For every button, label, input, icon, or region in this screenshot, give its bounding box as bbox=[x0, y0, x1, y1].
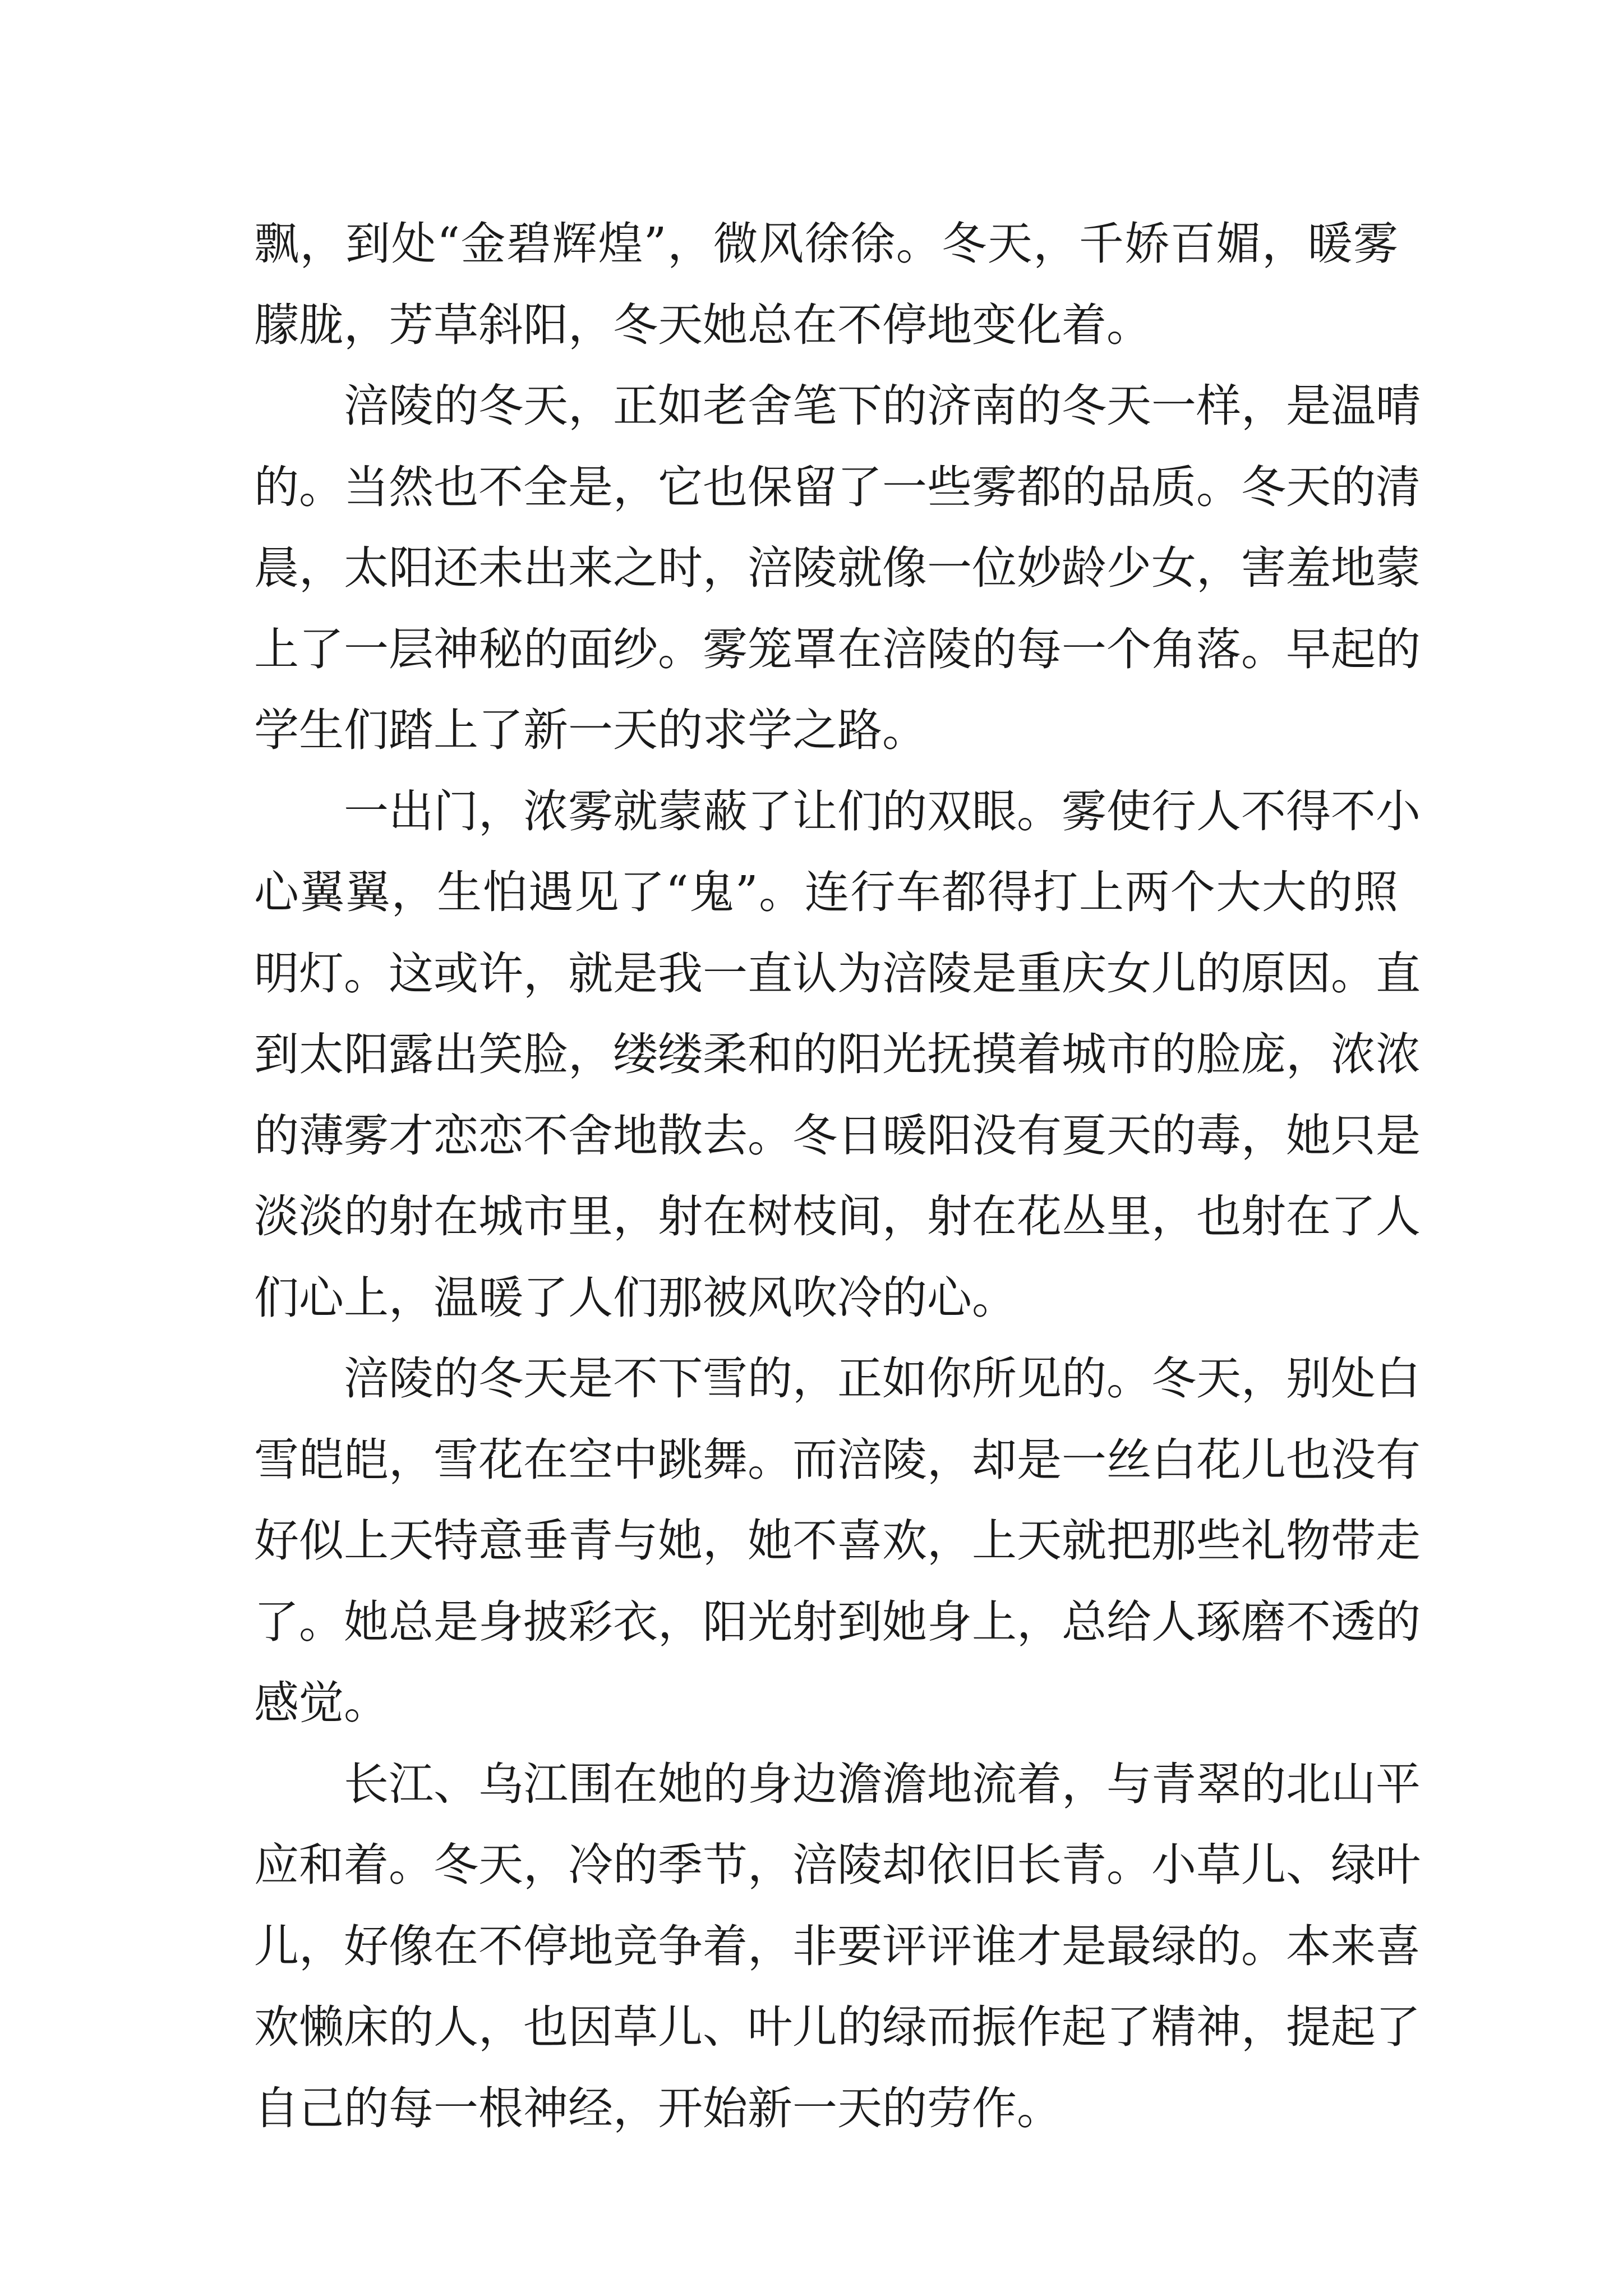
text-line: 晨，太阳还未出来之时，涪陵就像一位妙龄少女，害羞地蒙 bbox=[254, 542, 1421, 594]
text-line: 长江、乌江围在她的身边澹澹地流着，与青翠的北山平 bbox=[344, 1757, 1421, 1810]
text-line: 自己的每一根神经，开始新一天的劳作。 bbox=[254, 2082, 1062, 2134]
text-line: 们心上，温暖了人们那被风吹冷的心。 bbox=[254, 1271, 1017, 1324]
text-line: 的薄雾才恋恋不舍地散去。冬日暖阳没有夏天的毒，她只是 bbox=[254, 1109, 1421, 1162]
text-line: 雪皑皑，雪花在空中跳舞。而涪陵，却是一丝白花儿也没有 bbox=[254, 1433, 1421, 1486]
text-line: 一出门，浓雾就蒙蔽了让们的双眼。雾使行人不得不小 bbox=[344, 785, 1421, 838]
text-line: 应和着。冬天，冷的季节，涪陵却依旧长青。小草儿、绿叶 bbox=[254, 1839, 1421, 1891]
text-line: 心翼翼，生怕遇见了“鬼”。连行车都得打上两个大大的照 bbox=[254, 866, 1398, 918]
text-line: 涪陵的冬天是不下雪的，正如你所见的。冬天，别处白 bbox=[344, 1352, 1421, 1405]
text-line: 上了一层神秘的面纱。雾笼罩在涪陵的每一个角落。早起的 bbox=[254, 623, 1421, 675]
text-line: 好似上天特意垂青与她，她不喜欢，上天就把那些礼物带走 bbox=[254, 1515, 1421, 1567]
text-line: 淡淡的射在城市里，射在树枝间，射在花丛里，也射在了人 bbox=[254, 1190, 1421, 1243]
text-line: 感觉。 bbox=[254, 1677, 389, 1729]
text-line: 飘，到处“金碧辉煌”，微风徐徐。冬天，千娇百媚，暖雾 bbox=[254, 218, 1398, 270]
text-line: 明灯。这或许，就是我一直认为涪陵是重庆女儿的原因。直 bbox=[254, 947, 1421, 1000]
text-line: 涪陵的冬天，正如老舍笔下的济南的冬天一样，是温晴 bbox=[344, 380, 1421, 432]
text-line: 学生们踏上了新一天的求学之路。 bbox=[254, 704, 927, 756]
text-line: 儿，好像在不停地竞争着，非要评评谁才是最绿的。本来喜 bbox=[254, 1920, 1421, 1972]
text-line: 到太阳露出笑脸，缕缕柔和的阳光抚摸着城市的脸庞，浓浓 bbox=[254, 1028, 1421, 1080]
body-text bbox=[254, 204, 1421, 2149]
text-line: 的。当然也不全是，它也保留了一些雾都的品质。冬天的清 bbox=[254, 461, 1421, 513]
text-line: 了。她总是身披彩衣，阳光射到她身上，总给人琢磨不透的 bbox=[254, 1595, 1421, 1648]
text-line: 欢懒床的人，也因草儿、叶儿的绿而振作起了精神，提起了 bbox=[254, 2001, 1421, 2053]
text-line: 朦胧，芳草斜阳，冬天她总在不停地变化着。 bbox=[254, 298, 1151, 351]
